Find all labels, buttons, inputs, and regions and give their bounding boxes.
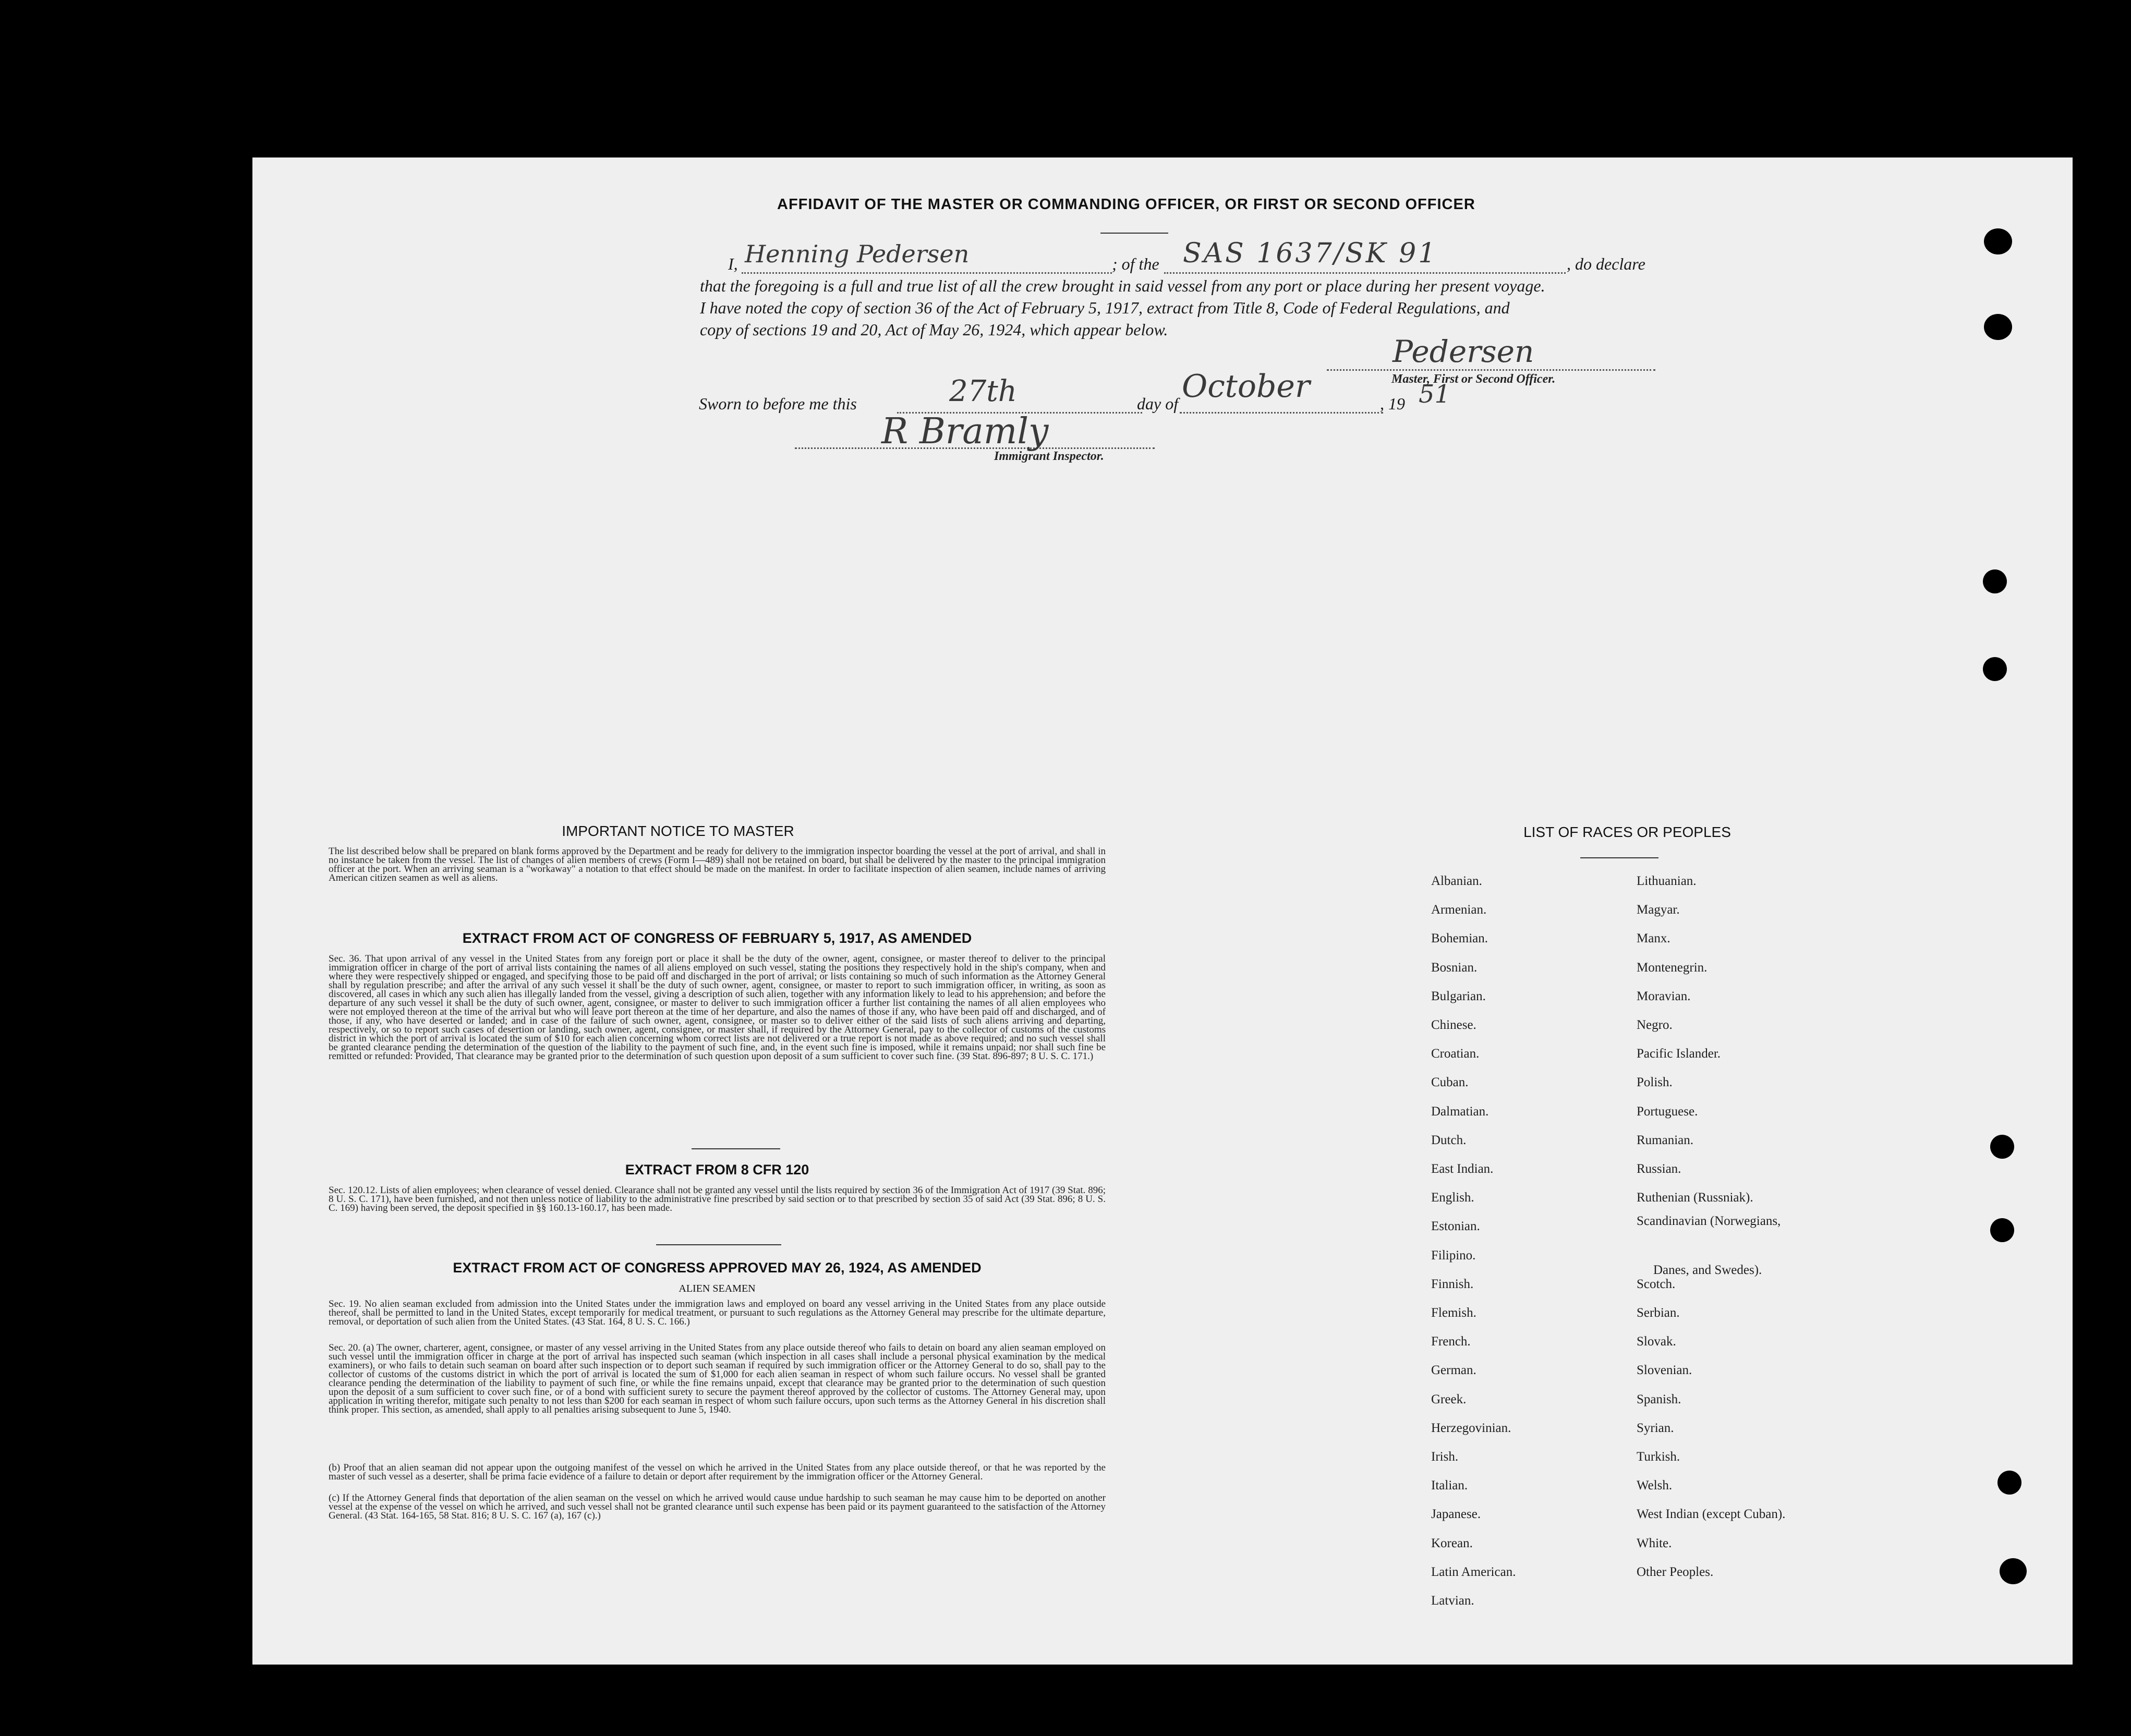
race-item: Herzegovinian. bbox=[1431, 1421, 1511, 1435]
notice-text: The list described below shall be prepared on blank forms approved by the Department and be ready for delivery to the immigration inspector boarding the vessel at the port of arrival, and shall in no instance be taken from the vessel. The list of changes of alien members of crews (Form I—489) shall not be retained on board, but shall be delivered by the master to the principal immigration officer at the port. When an arriving seaman is a "workaway" a notation to that effect should be made on the manifest. In order to facilitate inspection of alien seamen, include names of arriving American citizen seamen as well as aliens. bbox=[329, 846, 1106, 883]
race-item: French. bbox=[1431, 1334, 1471, 1349]
race-item: Japanese. bbox=[1431, 1507, 1481, 1521]
binder-hole bbox=[1990, 1135, 2014, 1159]
race-item: East Indian. bbox=[1431, 1162, 1494, 1176]
sworn-month: October bbox=[1182, 368, 1310, 405]
affidavit-line-3: I have noted the copy of section 36 of the Act of February 5, 1917, extract from Title 8, Code of Federal Regulations, and bbox=[700, 298, 1510, 317]
race-item: Scandinavian (Norwegians, bbox=[1637, 1214, 1781, 1228]
race-item: Filipino. bbox=[1431, 1248, 1476, 1262]
extract-1917-text: Sec. 36. That upon arrival of any vessel in the United States from any foreign port or place it shall be the duty of the owner, agent, consignee, or master thereof to deliver to the principal immigration officer in charge of the port of arrival lists containing the names of all aliens employed on such vessel, stating the positions they respectively hold in the ship's company, when and where they were respectively shipped or engaged, and specifying those to be paid off and discharged in the port of arrival; or lists containing so much of such information as the Attorney General shall by regulation prescribe; and after the arrival of any such vessel it shall be the duty of such owner, agent, consignee, or master to report to such immigration officer, in writing, as soon as discovered, all cases in which any such alien has illegally landed from the vessel, giving a description of such alien, together with any information likely to lead to his apprehension; and before the departure of any such vessel it shall be the duty of such owner, agent, consignee, or master to deliver to such immigration officer a further list containing the names of all alien employees who were not employed thereon at the time of the arrival but who will leave port thereon at the time of her departure, and also the names of those if any, who have been paid off and discharged, and of those, if any, who have deserted or landed; and in case of the failure of such owner, agent, consignee, or master so to deliver either of the said lists of such aliens arriving and departing, respectively, or so to report such cases of desertion or landing, such owner, agent, consignee, or master shall, if required by the Attorney General, pay to the collector of customs of the customs district in which the port of arrival is located the sum of $10 for each alien concerning whom correct lists are not delivered or a true report is not made as above required; and no such vessel shall be granted clearance pending the determination of the question of the liability to the payment of such fine, and, in the event such fine is imposed, while it remains unpaid; nor shall such fine be remitted or refunded: Provided, That clearance may be granted prior to the determination of such question upon deposit of a sum sufficient to cover such fine. (39 Stat. 896-897; 8 U. S. C. 171.) bbox=[329, 953, 1106, 1062]
race-item: Slovak. bbox=[1637, 1334, 1676, 1349]
race-item: Russian. bbox=[1637, 1162, 1681, 1176]
affidavit-title: AFFIDAVIT OF THE MASTER OR COMMANDING OFFICER, OR FIRST OR SECOND OFFICER bbox=[777, 196, 1475, 213]
race-item: Dalmatian. bbox=[1431, 1104, 1489, 1119]
race-item: Estonian. bbox=[1431, 1219, 1480, 1233]
i-label: I, bbox=[728, 254, 738, 273]
races-title-underline bbox=[1580, 857, 1658, 858]
race-item: Welsh. bbox=[1637, 1478, 1673, 1492]
race-item: Slovenian. bbox=[1637, 1363, 1692, 1377]
race-item: Portuguese. bbox=[1637, 1104, 1698, 1119]
inspector-caption: Immigrant Inspector. bbox=[994, 450, 1104, 463]
race-item: Croatian. bbox=[1431, 1047, 1480, 1061]
extract-1924-title: EXTRACT FROM ACT OF CONGRESS APPROVED MAY 26, 1924, AS AMENDED bbox=[453, 1260, 982, 1276]
section-divider bbox=[692, 1148, 780, 1149]
of-the-label: ; of the bbox=[1112, 254, 1159, 273]
title-underline bbox=[1100, 233, 1168, 234]
race-item: Montenegrin. bbox=[1637, 961, 1708, 975]
race-item: Pacific Islander. bbox=[1637, 1047, 1721, 1061]
notice-title: IMPORTANT NOTICE TO MASTER bbox=[562, 823, 794, 839]
race-item: Armenian. bbox=[1431, 903, 1487, 917]
race-item: Rumanian. bbox=[1637, 1133, 1694, 1147]
extract-1924-sec20: Sec. 20. (a) The owner, charterer, agent, consignee, or master of any vessel arriving in the United States from any place outside thereof who fails to detain on board any alien seaman employed on such vessel until the immigration officer in charge at the port of arrival has inspected such seaman (which inspection in all cases shall include a personal physical examination by the medical examiners), or who fails to detain such seaman on board after such inspection or to deport such seaman if required by such immigration officer or the Attorney General to do so, shall pay to the collector of customs of the customs district in which the port of arrival is located the sum of $1,000 for each alien seaman in respect of whom such failure occurs. No vessel shall be granted clearance pending the determination of the liability to payment of such fine, or while the fine remains unpaid, except that clearance may be granted prior to the determination of such question upon the deposit of a sum sufficient to cover such fine, or of a bond with sufficient surety to secure the payment thereof approved by the collector of customs. The Attorney General may, upon application in writing therefor, mitigate such penalty to not less than $200 for each seaman in respect of whom such failure occurs, upon such terms as the Attorney General in his discretion shall think proper. This section, as amended, shall apply to all penalties arising subsequent to June 5, 1940. bbox=[329, 1342, 1106, 1415]
extract-1924-sec20c: (c) If the Attorney General finds that deportation of the alien seaman on the vessel on which he arrived would cause undue hardship to such seaman he may cause him to be deported on another vessel at the expense of the vessel on which he arrived, and such vessel shall not be granted clearance until such expense has been paid or its payment guaranteed to the satisfaction of the Attorney General. (43 Stat. 164-165, 58 Stat. 816; 8 U. S. C. 167 (a), 167 (c).) bbox=[329, 1492, 1106, 1521]
binder-hole bbox=[1990, 1218, 2014, 1242]
race-item: Albanian. bbox=[1431, 874, 1482, 888]
race-item: Korean. bbox=[1431, 1536, 1473, 1550]
race-item: Scotch. bbox=[1637, 1277, 1676, 1291]
race-item: Ruthenian (Russniak). bbox=[1637, 1191, 1753, 1205]
binder-hole bbox=[1997, 1471, 2021, 1495]
binder-hole bbox=[1984, 228, 2012, 254]
binder-hole bbox=[1983, 569, 2007, 593]
race-item: Other Peoples. bbox=[1637, 1565, 1714, 1579]
sworn-day: 27th bbox=[949, 374, 1017, 408]
race-item: Bulgarian. bbox=[1431, 989, 1486, 1003]
race-item: Flemish. bbox=[1431, 1306, 1476, 1320]
race-item: Dutch. bbox=[1431, 1133, 1467, 1147]
extract-1917-title: EXTRACT FROM ACT OF CONGRESS OF FEBRUARY 5, 1917, AS AMENDED bbox=[462, 930, 972, 946]
race-item: Danes, and Swedes). bbox=[1653, 1263, 1762, 1277]
binder-hole bbox=[1984, 314, 2012, 340]
binder-hole bbox=[2000, 1558, 2027, 1584]
races-title: LIST OF RACES OR PEOPLES bbox=[1523, 824, 1731, 840]
do-declare-label: , do declare bbox=[1567, 254, 1645, 273]
race-item: Syrian. bbox=[1637, 1421, 1674, 1435]
inspector-signature: R Bramly bbox=[881, 411, 1049, 452]
extract-cfr-title: EXTRACT FROM 8 CFR 120 bbox=[625, 1162, 809, 1177]
race-item: Italian. bbox=[1431, 1478, 1468, 1492]
race-item: Turkish. bbox=[1637, 1450, 1680, 1464]
race-item: Negro. bbox=[1637, 1018, 1673, 1032]
race-item: Latin American. bbox=[1431, 1565, 1516, 1579]
sworn-year: 51 bbox=[1419, 380, 1451, 409]
officer-name: Henning Pedersen bbox=[745, 240, 970, 268]
sworn-label: Sworn to before me this bbox=[699, 394, 857, 413]
race-item: Magyar. bbox=[1637, 903, 1680, 917]
master-caption: Master, First or Second Officer. bbox=[1391, 372, 1556, 386]
race-item: Greek. bbox=[1431, 1392, 1467, 1406]
extract-1924-sec20b: (b) Proof that an alien seaman did not appear upon the outgoing manifest of the vessel on which he arrived in the United States from any place outside thereof, or that he was reported by the master of such vessel as a deserter, shall be prima facie evidence of a failure to detain or deport after requirement by the immigration officer or the Attorney General. bbox=[329, 1462, 1106, 1482]
extract-cfr-text: Sec. 120.12. Lists of alien employees; when clearance of vessel denied. Clearance shall not be granted any vessel until the lists required by section 36 of the Immigration Act of 1917 (39 Stat. 896; 8 U. S. C. 171), have been furnished, and not then unless notice of liability to the administrative fine prescribed by said section or to that prescribed by section 35 of said Act (39 Stat. 896; 8 U. S. C. 169) having been served, the deposit specified in §§ 160.13-160.17, has been made. bbox=[329, 1185, 1106, 1213]
extract-1924-subtitle: ALIEN SEAMEN bbox=[679, 1283, 756, 1294]
year-prefix: , 19 bbox=[1380, 394, 1405, 413]
race-item: Lithuanian. bbox=[1637, 874, 1697, 888]
race-item: Bohemian. bbox=[1431, 931, 1488, 945]
race-item: Moravian. bbox=[1637, 989, 1691, 1003]
officer-name-line bbox=[742, 272, 1112, 274]
race-item: Irish. bbox=[1431, 1450, 1459, 1464]
race-item: Latvian. bbox=[1431, 1594, 1474, 1608]
affidavit-line-4: copy of sections 19 and 20, Act of May 26, 1924, which appear below. bbox=[700, 320, 1168, 339]
race-item: German. bbox=[1431, 1363, 1476, 1377]
race-item: Manx. bbox=[1637, 931, 1670, 945]
extract-1924-sec19: Sec. 19. No alien seaman excluded from admission into the United States under the immigration laws and employed on board any vessel arriving in the United States from any place outside thereof, shall be permitted to land in the United States, except temporarily for medical treatment, or pursuant to such regulations as the Attorney General may prescribe for the ultimate departure, removal, or deportation of such alien from the United States. (43 Stat. 164, 8 U. S. C. 166.) bbox=[329, 1298, 1106, 1327]
race-item: Serbian. bbox=[1637, 1306, 1680, 1320]
race-item: Spanish. bbox=[1637, 1392, 1681, 1406]
day-of-label: day of bbox=[1137, 394, 1179, 413]
section-divider bbox=[656, 1244, 781, 1245]
race-item: Bosnian. bbox=[1431, 961, 1478, 975]
month-line bbox=[1180, 412, 1383, 414]
vessel-line bbox=[1164, 272, 1566, 274]
race-item: Finnish. bbox=[1431, 1277, 1474, 1291]
race-item: Chinese. bbox=[1431, 1018, 1476, 1032]
vessel-name: SAS 1637/SK 91 bbox=[1183, 238, 1438, 269]
race-item: English. bbox=[1431, 1191, 1474, 1205]
race-item: White. bbox=[1637, 1536, 1672, 1550]
binder-hole bbox=[1983, 657, 2007, 681]
race-item: Polish. bbox=[1637, 1075, 1673, 1089]
master-signature: Pedersen bbox=[1393, 334, 1534, 369]
master-signature-line bbox=[1327, 369, 1655, 371]
race-item: West Indian (except Cuban). bbox=[1637, 1507, 1786, 1521]
affidavit-line-2: that the foregoing is a full and true list of all the crew brought in said vessel from any port or place during her present voyage. bbox=[700, 276, 1545, 295]
race-item: Cuban. bbox=[1431, 1075, 1469, 1089]
